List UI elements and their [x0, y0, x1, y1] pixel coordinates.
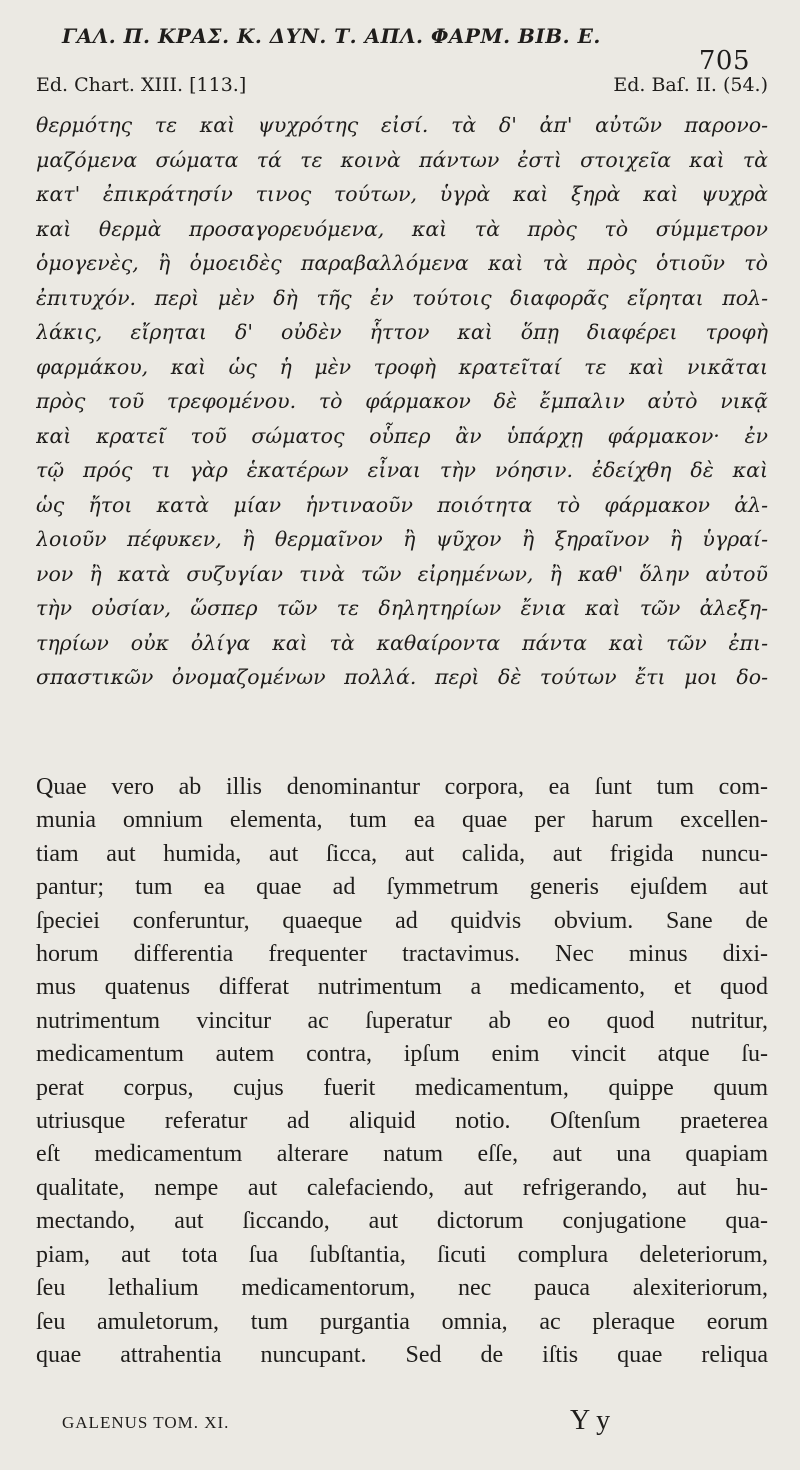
greek-text-block	[36, 108, 768, 695]
greek-line: νον ἢ κατὰ συζυγίαν τινὰ τῶν εἰρημένων, ἢ καθ' ὅλην αὐτοῦ	[36, 561, 768, 586]
latin-line: piam, aut tota ſua ſubſtantia, ſicuti complura deleteriorum,	[36, 1241, 768, 1268]
latin-line: Quae vero ab illis denominantur corpora, ea ſunt tum com-	[36, 774, 768, 800]
greek-line: λάκις, εἴρηται δ' οὐδὲν ἧττον καὶ ὅπῃ διαφέρει τροφὴ	[36, 320, 768, 344]
latin-line: tiam aut humida, aut ſicca, aut calida, aut frigida nuncu-	[36, 840, 768, 867]
page-number: 705	[698, 46, 750, 76]
running-title: ΓΑΛ. Π. ΚΡΑΣ. Κ. ΔΥΝ. Τ. ΑΠΛ. ΦΑΡΜ. ΒΙΒ. Ε.	[62, 24, 601, 48]
latin-line: ſeu lethalium medicamentorum, nec pauca alexiteriorum,	[36, 1275, 768, 1302]
greek-line: πρὸς τοῦ τρεφομένου. τὸ φάρμακον δὲ ἔμπαλιν αὐτὸ νικᾷ	[36, 389, 768, 413]
latin-line: nutrimentum vincitur ac ſuperatur ab eo quod nutritur,	[36, 1007, 768, 1034]
latin-line: quae attrahentia nuncupant. Sed de iſtis quae reliqua	[36, 1341, 768, 1368]
page-footer	[62, 1405, 762, 1445]
latin-line: ſpeciei conferuntur, quaeque ad quidvis obvium. Sane de	[36, 907, 768, 934]
gathering-mark: Y y	[570, 1405, 611, 1436]
latin-line: horum differentia frequenter tractavimus. Nec minus dixi-	[36, 941, 768, 968]
latin-line: qualitate, nempe aut calefaciendo, aut refrigerando, aut hu-	[36, 1174, 768, 1201]
greek-line: τηρίων οὐκ ὀλίγα καὶ τὰ καθαίροντα πάντα καὶ τῶν ἐπι-	[36, 630, 768, 655]
greek-line: καὶ κρατεῖ τοῦ σώματος οὗπερ ἂν ὑπάρχῃ φάρμακον· ἐν	[36, 423, 768, 448]
greek-line: μαζόμενα σώματα τά τε κοινὰ πάντων ἐστὶ στοιχεῖα καὶ τὰ	[36, 147, 768, 172]
running-head	[62, 24, 782, 76]
greek-line: κατ' ἐπικράτησίν τινος τούτων, ὑγρὰ καὶ ξηρὰ καὶ ψυχρὰ	[36, 182, 768, 206]
greek-line: θερμότης τε καὶ ψυχρότης εἰσί. τὰ δ' ἀπ' αὐτῶν παρονο-	[36, 113, 768, 137]
latin-line: perat corpus, cujus fuerit medicamentum, quippe quum	[36, 1074, 768, 1101]
greek-line: καὶ θερμὰ προσαγορευόμενα, καὶ τὰ πρὸς τὸ σύμμετρον	[36, 216, 768, 241]
latin-line: pantur; tum ea quae ad ſymmetrum generis ejuſdem aut	[36, 874, 768, 901]
greek-line: φαρμάκου, καὶ ὡς ἡ μὲν τροφὴ κρατεῖταί τε καὶ νικᾶται	[36, 354, 768, 379]
latin-line: medicamentum autem contra, ipſum enim vincit atque ſu-	[36, 1041, 768, 1068]
greek-line: ὡς ἤτοι κατὰ μίαν ἡντιναοῦν ποιότητα τὸ φάρμακον ἀλ-	[36, 492, 768, 517]
greek-line: λοιοῦν πέφυκεν, ἢ θερμαῖνον ἢ ψῦχον ἢ ξηραῖνον ἢ ὑγραί-	[36, 527, 768, 551]
greek-line: ἐπιτυχόν. περὶ μὲν δὴ τῆς ἐν τούτοις διαφορᾶς εἴρηται πολ-	[36, 285, 768, 310]
edition-chartier: Ed. Chart. XIII. [113.]	[36, 74, 247, 96]
edition-basel: Ed. Baſ. II. (54.)	[613, 74, 768, 96]
latin-line: ſeu amuletorum, tum purgantia omnia, ac pleraque eorum	[36, 1308, 768, 1335]
greek-line: σπαστικῶν ὀνομαζομένων πολλά. περὶ δὲ τούτων ἔτι μοι δο-	[36, 665, 768, 689]
latin-line: eſt medicamentum alterare natum eſſe, aut una quapiam	[36, 1141, 768, 1168]
greek-line: τὴν οὐσίαν, ὥσπερ τῶν τε δηλητηρίων ἔνια καὶ τῶν ἀλεξη-	[36, 596, 768, 620]
latin-translation-block	[36, 771, 768, 1372]
latin-line: munia omnium elementa, tum ea quae per harum excellen-	[36, 807, 768, 834]
signature-line: GALENUS TOM. XI.	[62, 1413, 230, 1432]
edition-references	[36, 74, 768, 104]
greek-line: ὁμογενὲς, ἢ ὁμοειδὲς παραβαλλόμενα καὶ τὰ πρὸς ὁτιοῦν τὸ	[36, 251, 768, 275]
latin-line: utriusque referatur ad aliquid notio. Oſtenſum praeterea	[36, 1108, 768, 1135]
greek-line: τῷ πρός τι γὰρ ἑκατέρων εἶναι τὴν νόησιν. ἐδείχθη δὲ καὶ	[36, 458, 768, 482]
latin-line: mus quatenus differat nutrimentum a medicamento, et quod	[36, 974, 768, 1001]
latin-line: mectando, aut ſiccando, aut dictorum conjugatione qua-	[36, 1208, 768, 1235]
